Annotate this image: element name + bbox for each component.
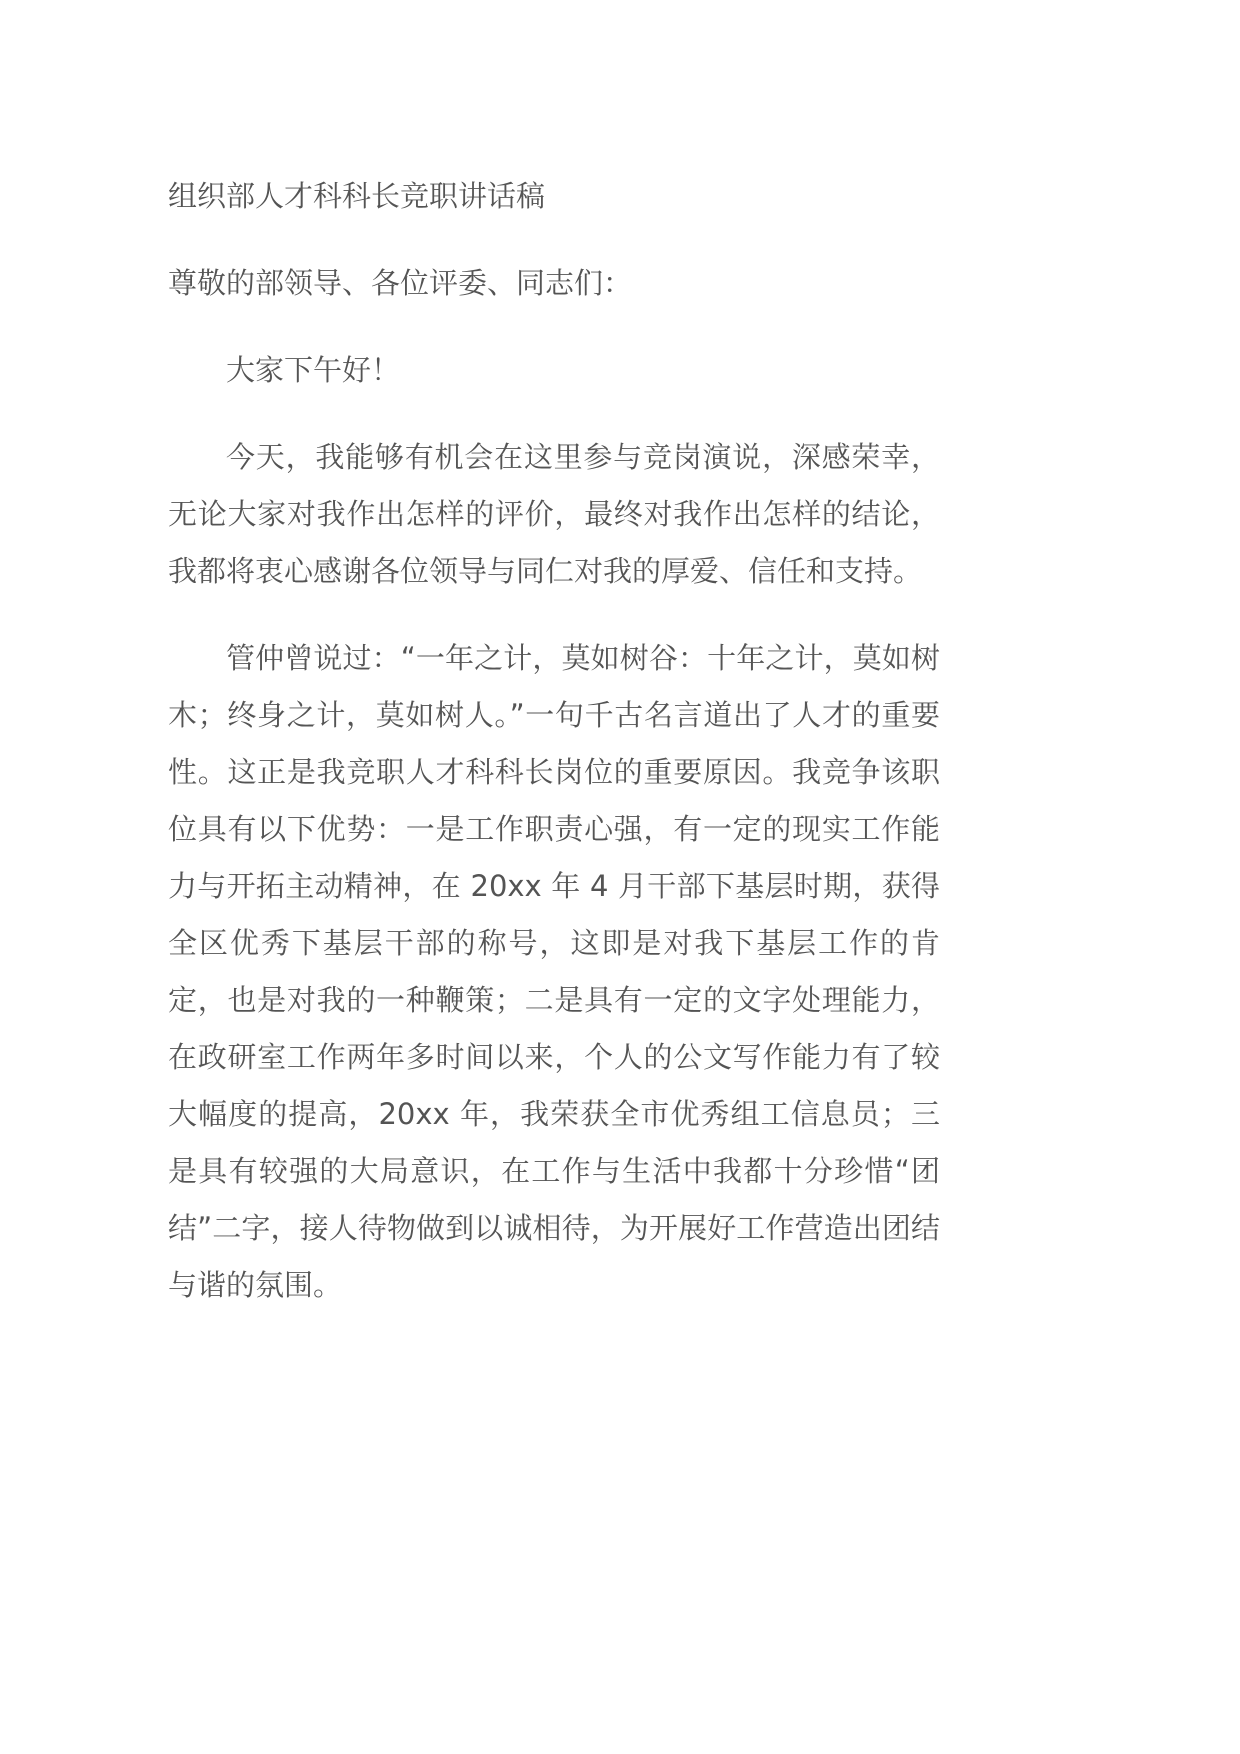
paragraph-strengths: 管仲曾说过：“一年之计，莫如树谷：十年之计，莫如树木；终身之计，莫如树人。”一句千古名言道出了人才的重要性。这正是我竞职人才科科长岗位的重要原因。我竞争该职位具有以下优势：一是工作职责心强，有一定的现实工作能力与开拓主动精神，在 20xx 年 4 月干部下基层时期，获得全区优秀下基层干部的称号，这即是对我下基层工作的肯定，也是对我的一种鞭策；二是具有一定的文字处理能力，在政研室工作两年多时间以来，个人的公文写作能力有了较大幅度的提高，20xx 年，我荣获全市优秀组工信息员；三是具有较强的大局意识，在工作与生活中我都十分珍惜“团结”二字，接人待物做到以诚相待，为开展好工作营造出团结与谐的氛围。 [168, 641, 940, 1302]
salutation-line: 尊敬的部领导、各位评委、同志们： [168, 266, 633, 300]
paragraph-opening-thanks: 今天，我能够有机会在这里参与竞岗演说，深感荣幸，无论大家对我作出怎样的评价，最终对我作出怎样的结论，我都将衷心感谢各位领导与同仁对我的厚爱、信任和支持。 [168, 440, 940, 588]
document-title: 组织部人才科科长竞职讲话稿 [168, 179, 546, 213]
paragraph-greeting: 大家下午好！ [226, 353, 401, 387]
